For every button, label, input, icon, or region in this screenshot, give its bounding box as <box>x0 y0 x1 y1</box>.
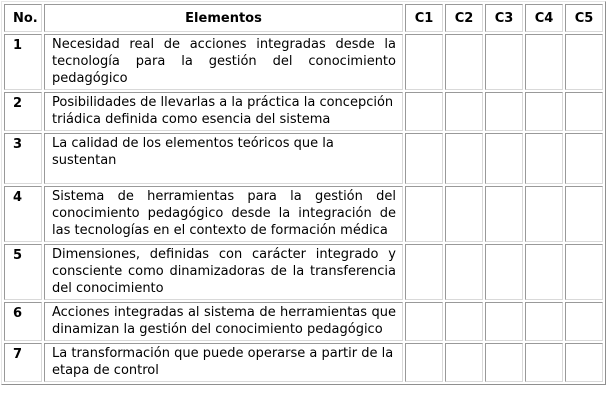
elements-evaluation-table <box>1 1 606 385</box>
column-header-elementos: Elementos <box>44 4 403 32</box>
table-row <box>4 244 603 300</box>
criteria-cell-c1 <box>405 302 443 341</box>
row-number: 4 <box>4 186 42 242</box>
row-number: 1 <box>4 34 42 90</box>
criteria-cell-c4 <box>525 343 563 382</box>
element-text: Acciones integradas al sistema de herramientas que dinamizan la gestión del conocimiento pedagógico <box>44 302 403 341</box>
element-text: Posibilidades de llevarlas a la práctica la concepción triádica definida como esencia del sistema <box>44 92 403 131</box>
element-text: Necesidad real de acciones integradas desde la tecnología para la gestión del conocimiento pedagógico <box>44 34 403 90</box>
criteria-cell-c4 <box>525 186 563 242</box>
column-header-c3: C3 <box>485 4 523 32</box>
element-text: La transformación que puede operarse a partir de la etapa de control <box>44 343 403 382</box>
criteria-cell-c5 <box>565 34 603 90</box>
criteria-cell-c2 <box>445 133 483 184</box>
element-text: Sistema de herramientas para la gestión del conocimiento pedagógico desde la integración de las tecnologías en el contexto de formación médica <box>44 186 403 242</box>
row-number: 3 <box>4 133 42 184</box>
criteria-cell-c2 <box>445 244 483 300</box>
criteria-cell-c3 <box>485 92 523 131</box>
criteria-cell-c5 <box>565 244 603 300</box>
criteria-cell-c1 <box>405 186 443 242</box>
criteria-cell-c5 <box>565 302 603 341</box>
element-text: Dimensiones, definidas con carácter integrado y consciente como dinamizadoras de la transferencia del conocimiento <box>44 244 403 300</box>
criteria-cell-c3 <box>485 34 523 90</box>
criteria-cell-c1 <box>405 343 443 382</box>
criteria-cell-c3 <box>485 133 523 184</box>
table-row <box>4 302 603 341</box>
criteria-cell-c1 <box>405 244 443 300</box>
row-number: 7 <box>4 343 42 382</box>
criteria-cell-c2 <box>445 343 483 382</box>
row-number: 6 <box>4 302 42 341</box>
criteria-cell-c1 <box>405 133 443 184</box>
criteria-cell-c2 <box>445 92 483 131</box>
criteria-cell-c4 <box>525 92 563 131</box>
criteria-cell-c2 <box>445 34 483 90</box>
criteria-cell-c2 <box>445 186 483 242</box>
criteria-cell-c2 <box>445 302 483 341</box>
criteria-cell-c1 <box>405 34 443 90</box>
column-header-c5: C5 <box>565 4 603 32</box>
criteria-cell-c5 <box>565 133 603 184</box>
criteria-cell-c3 <box>485 343 523 382</box>
criteria-cell-c4 <box>525 133 563 184</box>
criteria-cell-c5 <box>565 186 603 242</box>
table-row <box>4 34 603 90</box>
criteria-cell-c4 <box>525 34 563 90</box>
column-header-no: No. <box>4 4 42 32</box>
row-number: 2 <box>4 92 42 131</box>
criteria-cell-c3 <box>485 186 523 242</box>
header-row <box>4 4 603 32</box>
column-header-c4: C4 <box>525 4 563 32</box>
element-text: La calidad de los elementos teóricos que la sustentan <box>44 133 403 184</box>
criteria-cell-c4 <box>525 244 563 300</box>
table-row <box>4 92 603 131</box>
column-header-c1: C1 <box>405 4 443 32</box>
table-row <box>4 343 603 382</box>
table-row <box>4 133 603 184</box>
column-header-c2: C2 <box>445 4 483 32</box>
criteria-cell-c1 <box>405 92 443 131</box>
criteria-cell-c5 <box>565 343 603 382</box>
row-number: 5 <box>4 244 42 300</box>
table-row <box>4 186 603 242</box>
criteria-cell-c3 <box>485 302 523 341</box>
criteria-cell-c4 <box>525 302 563 341</box>
criteria-cell-c3 <box>485 244 523 300</box>
criteria-cell-c5 <box>565 92 603 131</box>
